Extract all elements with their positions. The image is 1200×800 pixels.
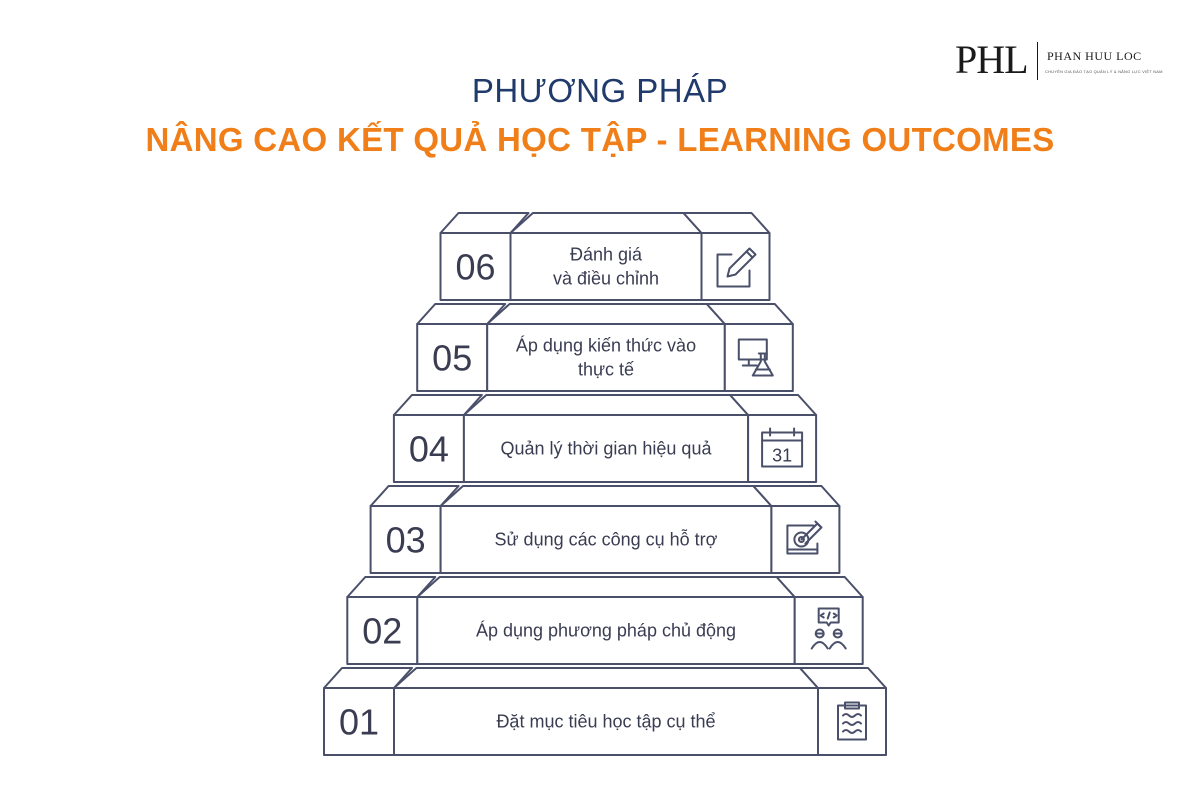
step-top-middle	[441, 486, 772, 506]
logo-name: PHAN HUU LOC	[1047, 49, 1142, 63]
step-04	[394, 395, 816, 482]
calendar-day: 31	[772, 445, 793, 466]
step-top-middle	[487, 304, 725, 324]
step-label-line: Sử dụng các công cụ hỗ trợ	[494, 529, 718, 550]
step-label-line: Đặt mục tiêu học tập cụ thể	[496, 711, 716, 732]
step-01	[324, 668, 886, 755]
step-label-line: Áp dụng kiến thức vào	[515, 335, 697, 356]
step-number: 04	[408, 428, 449, 470]
step-03	[371, 486, 840, 573]
step-icon-block	[795, 597, 863, 664]
step-02	[347, 577, 862, 664]
step-top-middle	[417, 577, 794, 597]
page-subtitle: PHƯƠNG PHÁP	[471, 72, 729, 109]
logo-mark: PHL	[955, 37, 1028, 82]
step-label-line: và điều chỉnh	[552, 268, 660, 289]
step-top-middle	[511, 213, 702, 233]
page-title: NÂNG CAO KẾT QUẢ HỌC TẬP - LEARNING OUTCOMES	[145, 121, 1055, 158]
step-icon-block	[771, 506, 839, 573]
step-number: 01	[338, 701, 380, 743]
step-icon-block	[818, 688, 886, 755]
step-label-block	[487, 324, 725, 391]
step-icon-block	[702, 233, 770, 300]
step-top-middle	[464, 395, 748, 415]
logo-tagline: CHUYÊN GIA ĐÀO TẠO QUẢN LÝ & NĂNG LỰC VIỆT NAM	[1045, 69, 1163, 74]
step-number: 06	[455, 246, 496, 288]
step-number: 02	[362, 610, 403, 652]
step-icon-block	[725, 324, 793, 391]
step-top-middle	[394, 668, 818, 688]
step-05	[417, 304, 793, 391]
step-label-line: Quản lý thời gian hiệu quả	[500, 438, 712, 459]
step-label-line: Đánh giá	[569, 244, 643, 265]
step-06	[441, 213, 770, 300]
step-label-block	[511, 233, 702, 300]
step-label-line: thực tế	[577, 359, 635, 380]
step-number: 03	[385, 519, 426, 561]
step-number: 05	[432, 337, 473, 379]
step-label-line: Áp dụng phương pháp chủ động	[475, 620, 737, 641]
